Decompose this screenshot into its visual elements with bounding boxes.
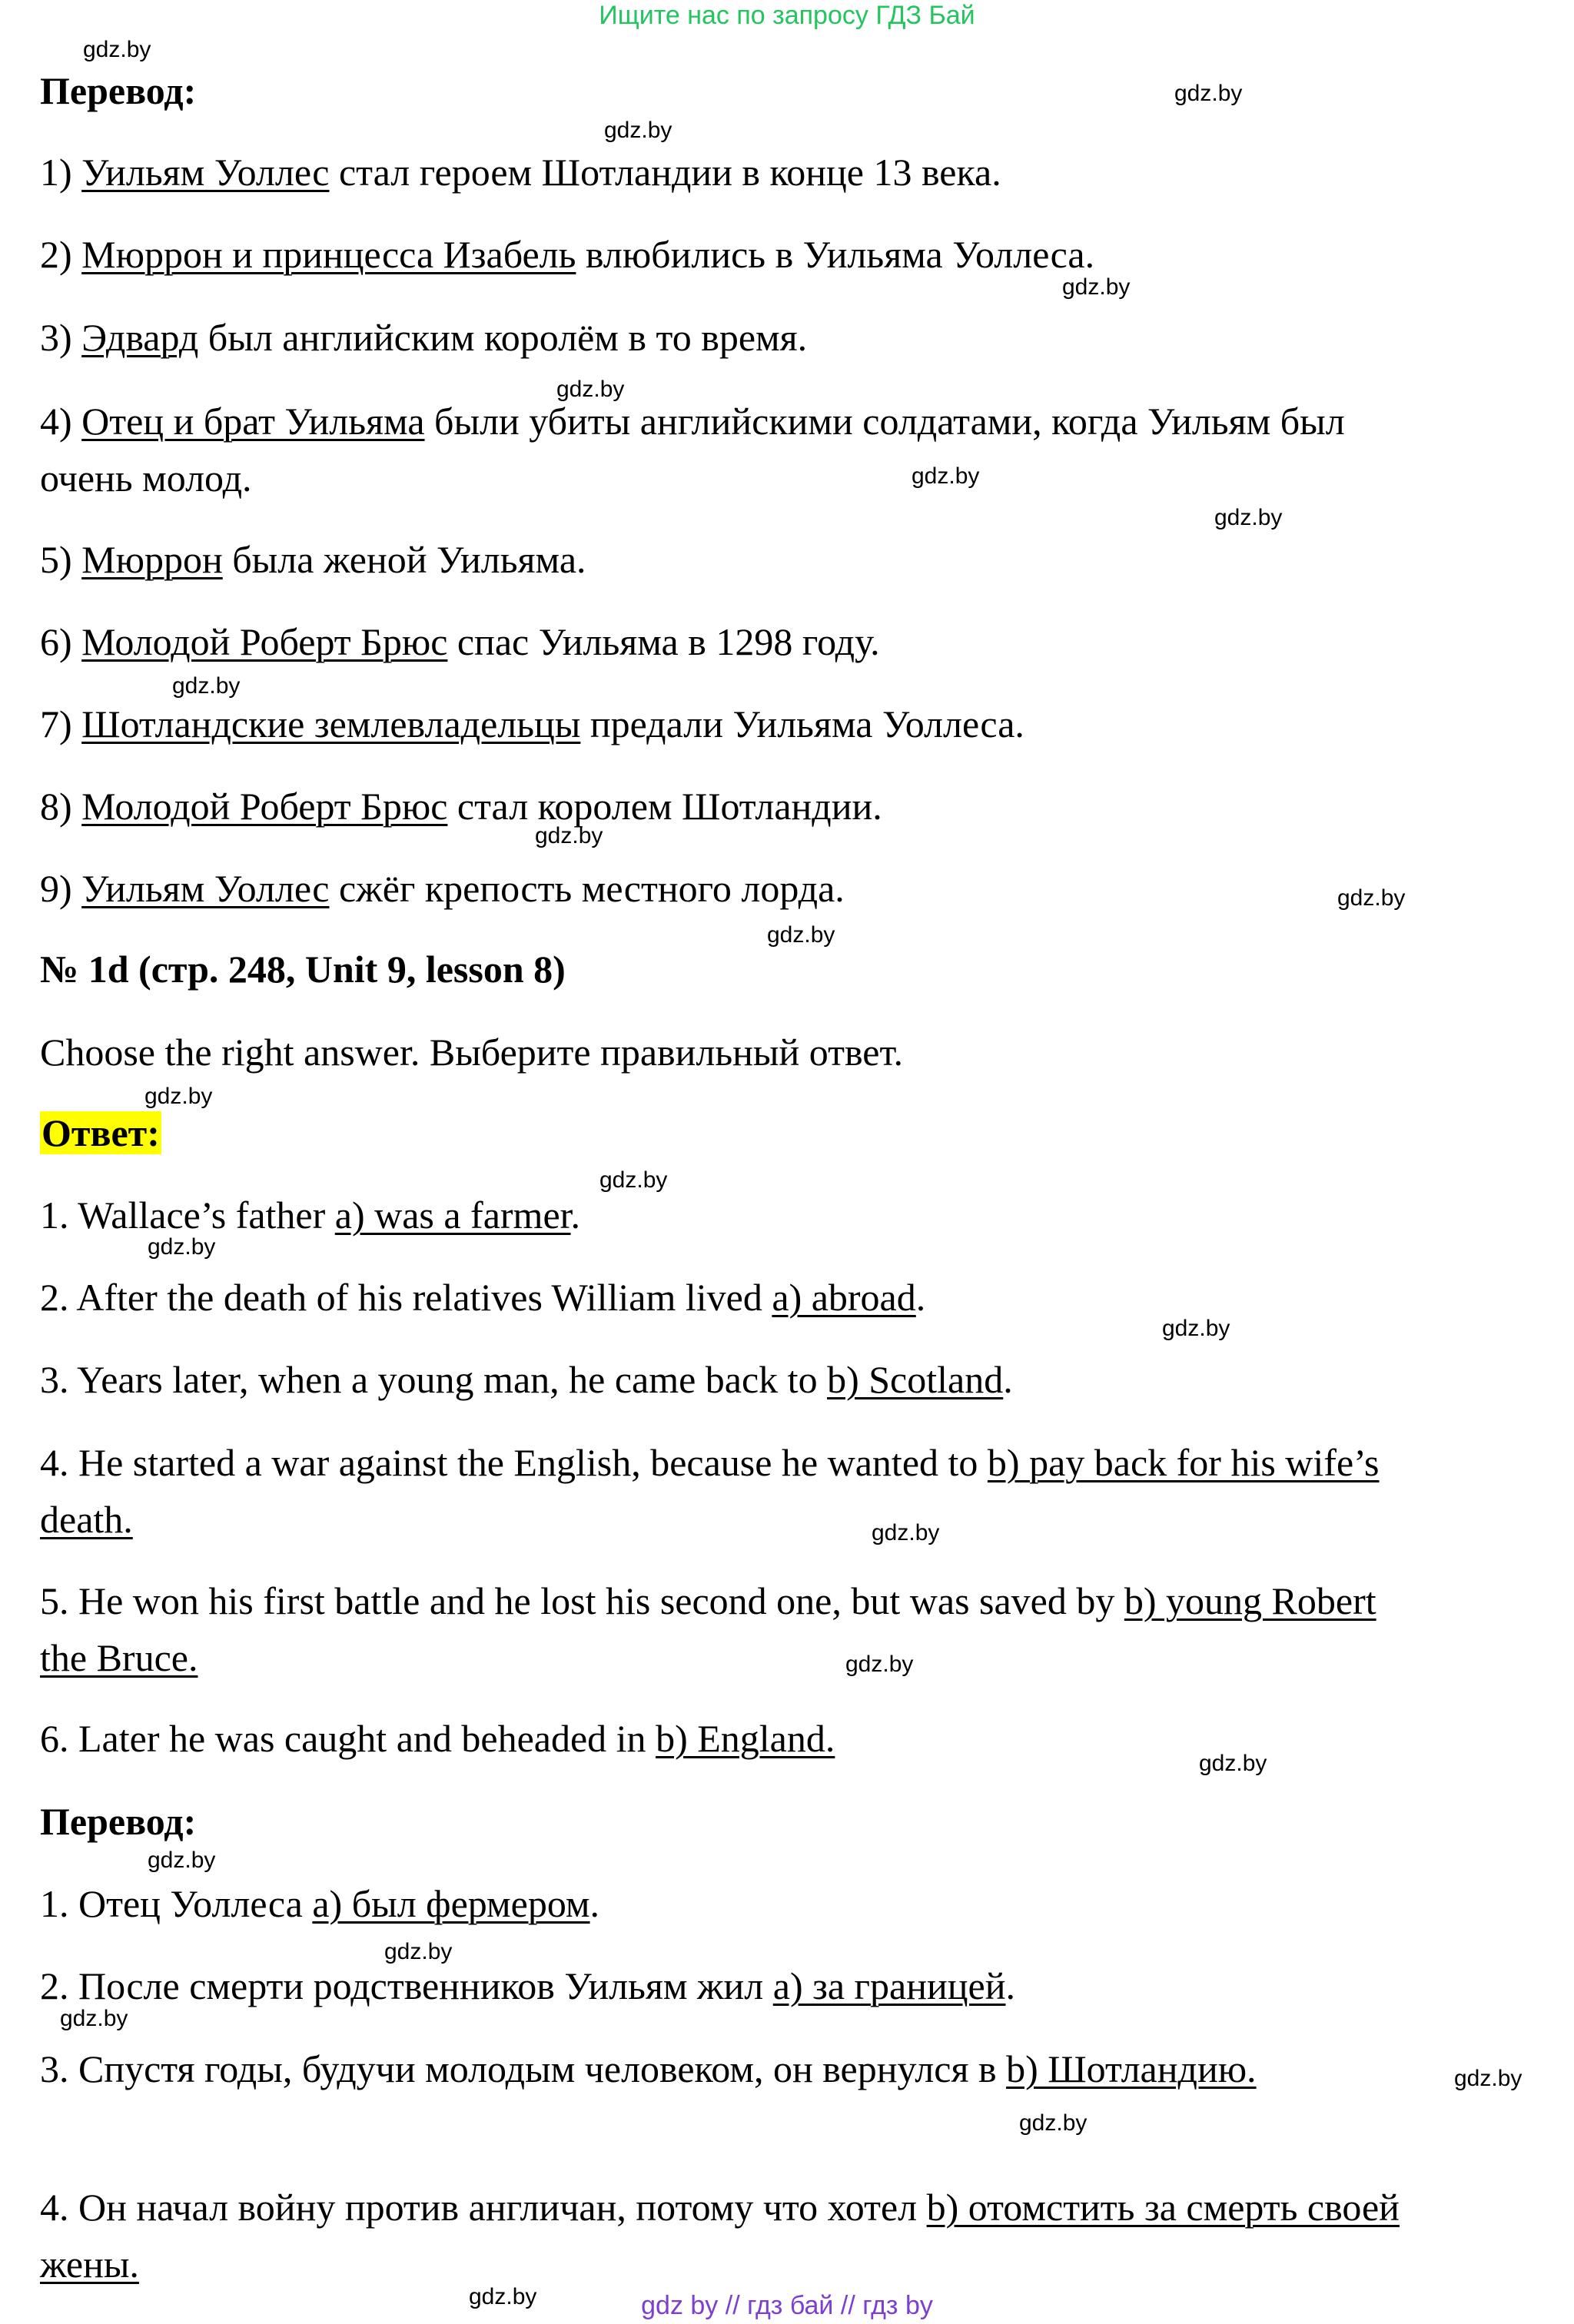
watermark: gdz.by bbox=[1062, 274, 1131, 300]
watermark: gdz.by bbox=[1199, 1751, 1267, 1776]
watermark: gdz.by bbox=[83, 37, 151, 62]
answer-item: 2. After the death of his relatives William lived a) abroad. bbox=[40, 1276, 926, 1319]
watermark: gdz.by bbox=[172, 673, 241, 699]
watermark: gdz.by bbox=[144, 1084, 213, 1109]
exercise-task: Choose the right answer. Выберите правильный ответ. bbox=[40, 1031, 904, 1074]
translation-item: 9) Уильям Уоллес сжёг крепость местного лорда. bbox=[40, 867, 845, 910]
translation-item: 8) Молодой Роберт Брюс стал королем Шотландии. bbox=[40, 785, 882, 828]
watermark: gdz.by bbox=[912, 463, 980, 489]
watermark: gdz.by bbox=[845, 1652, 914, 1677]
translation-item: 2) Мюррон и принцесса Изабель влюбились в Уильяма Уоллеса. bbox=[40, 233, 1095, 276]
translation-item: 1) Уильям Уоллес стал героем Шотландии в конце 13 века. bbox=[40, 151, 1001, 194]
footer-links[interactable]: gdz by // гдз бай // гдз by bbox=[641, 2291, 933, 2320]
watermark: gdz.by bbox=[148, 1848, 216, 1873]
answer-label: Ответ: bbox=[42, 1111, 160, 1154]
translation-heading: Перевод: bbox=[40, 69, 197, 112]
exercise-title: № 1d (стр. 248, Unit 9, lesson 8) bbox=[40, 948, 566, 991]
watermark: gdz.by bbox=[767, 922, 835, 948]
translation-item: 4) Отец и брат Уильяма были убиты английскими солдатами, когда Уильям был очень молод. bbox=[40, 400, 1345, 500]
translation-answer-item: 3. Спустя годы, будучи молодым человеком, он вернулся в b) Шотландию. bbox=[40, 2047, 1257, 2090]
watermark: gdz.by bbox=[1174, 81, 1243, 106]
watermark: gdz.by bbox=[1019, 2110, 1088, 2136]
watermark: gdz.by bbox=[60, 2006, 128, 2031]
top-banner: Ищите нас по запросу ГДЗ Бай bbox=[599, 1, 975, 30]
answer-item: 3. Years later, when a young man, he came back to b) Scotland. bbox=[40, 1358, 1013, 1401]
watermark: gdz.by bbox=[535, 823, 603, 848]
watermark: gdz.by bbox=[1162, 1316, 1230, 1341]
translation-item: 5) Мюррон была женой Уильяма. bbox=[40, 538, 586, 581]
answer-item: 1. Wallace’s father a) was a farmer. bbox=[40, 1194, 581, 1237]
watermark: gdz.by bbox=[599, 1167, 668, 1193]
watermark: gdz.by bbox=[469, 2284, 537, 2309]
translation-item: 6) Молодой Роберт Брюс спас Уильяма в 1298 году. bbox=[40, 620, 880, 663]
watermark: gdz.by bbox=[148, 1234, 216, 1260]
answer-item: 6. Later he was caught and beheaded in b) England. bbox=[40, 1717, 835, 1760]
watermark: gdz.by bbox=[1214, 505, 1283, 530]
answer-item: 4. He started a war against the English, because he wanted to b) pay back for his wife’s death. bbox=[40, 1441, 1380, 1541]
watermark: gdz.by bbox=[1454, 2066, 1523, 2091]
watermark: gdz.by bbox=[872, 1520, 940, 1545]
translation-heading-2: Перевод: bbox=[40, 1800, 197, 1843]
answer-item: 5. He won his first battle and he lost his second one, but was saved by b) young Robert the Bruce. bbox=[40, 1579, 1376, 1679]
watermark: gdz.by bbox=[384, 1939, 453, 1964]
translation-answer-item: 2. После смерти родственников Уильям жил a) за границей. bbox=[40, 1964, 1015, 2007]
translation-answer-item: 1. Отец Уоллеса a) был фермером. bbox=[40, 1882, 600, 1925]
watermark: gdz.by bbox=[604, 118, 672, 143]
translation-item: 7) Шотландские землевладельцы предали Уильяма Уоллеса. bbox=[40, 702, 1024, 745]
watermark: gdz.by bbox=[1337, 885, 1406, 911]
watermark: gdz.by bbox=[556, 377, 625, 402]
translation-answer-item: 4. Он начал войну против англичан, потому что хотел b) отомстить за смерть своей жены. bbox=[40, 2186, 1400, 2286]
translation-item: 3) Эдвард был английским королём в то время. bbox=[40, 316, 808, 359]
